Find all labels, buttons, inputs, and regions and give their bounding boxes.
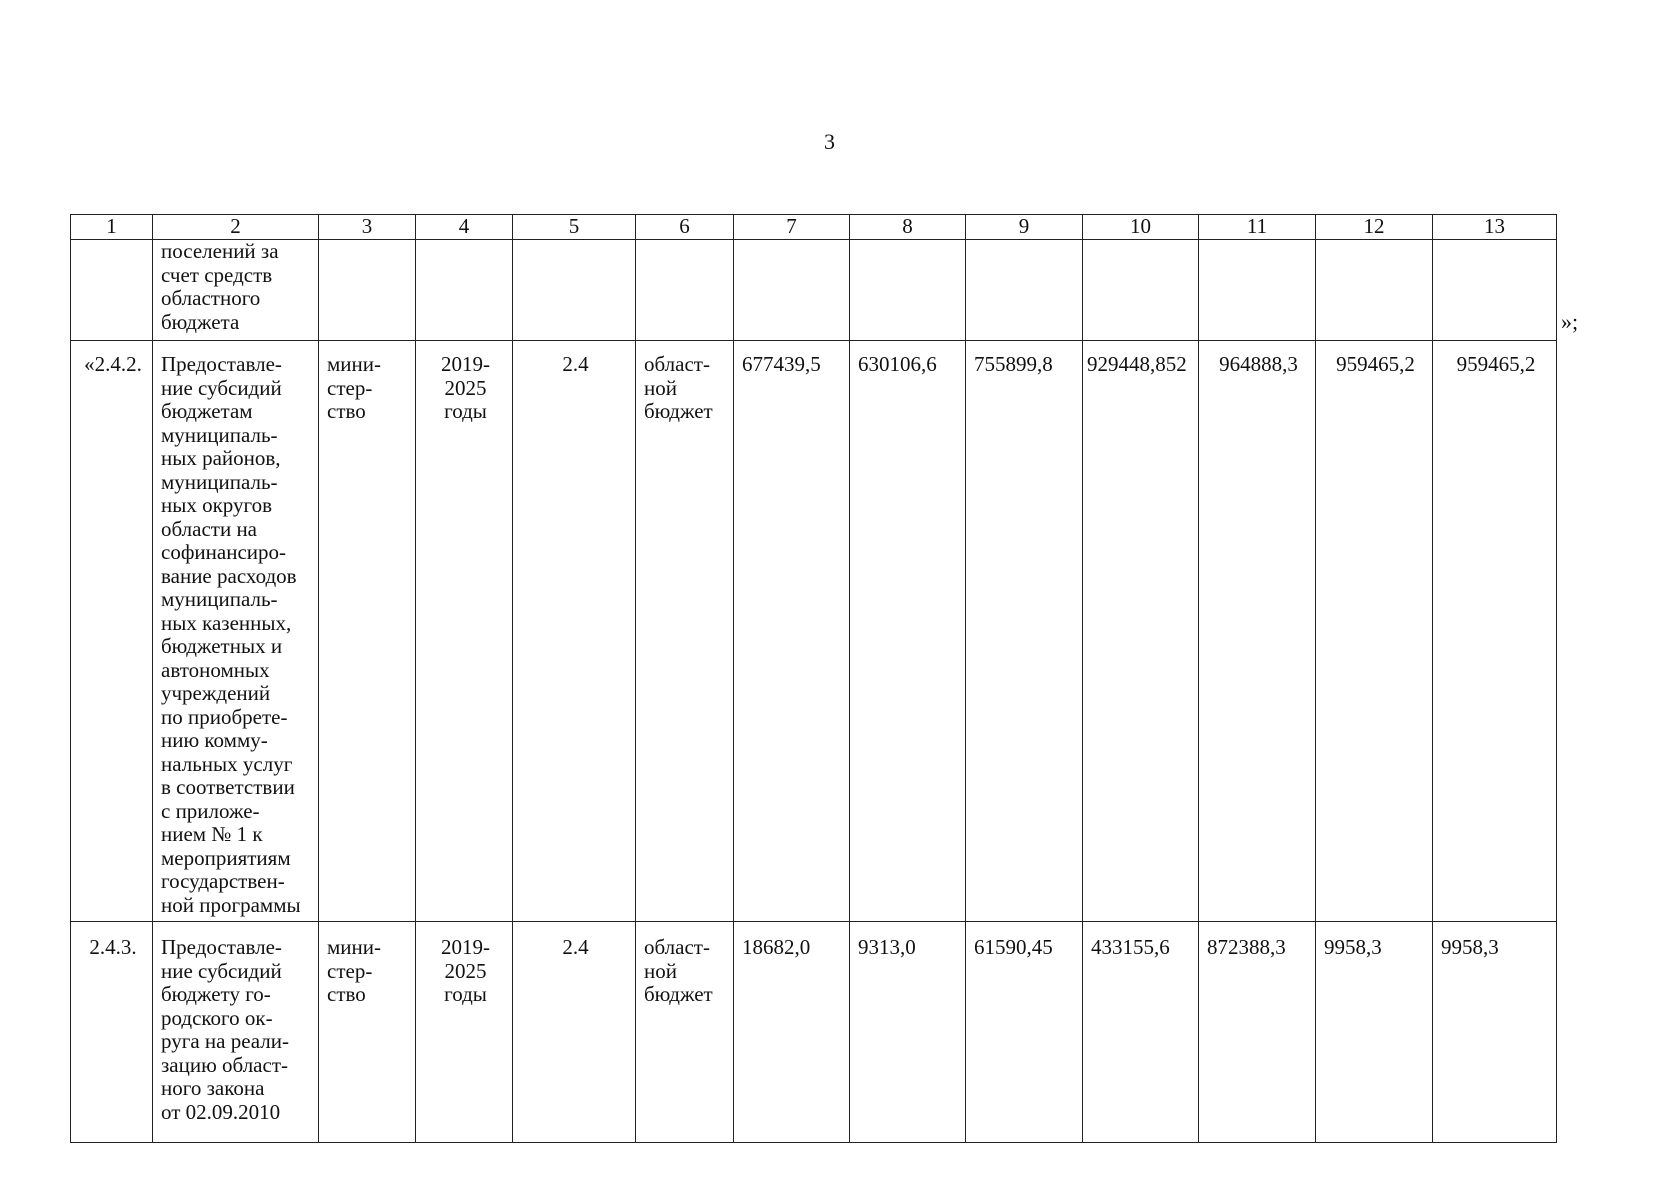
funding-source: област- ной бюджет xyxy=(644,352,713,423)
amount-cell: 959465,2 xyxy=(1456,352,1536,376)
cell-text xyxy=(734,240,849,242)
column-header: 13 xyxy=(1433,215,1557,240)
table-cell xyxy=(1433,240,1557,341)
amount-cell: 929448,852 xyxy=(1087,352,1187,376)
executor: мини- стер- ство xyxy=(327,352,381,423)
table-cell xyxy=(1316,240,1433,341)
table-cell xyxy=(1199,341,1316,922)
table-cell xyxy=(850,922,966,1143)
indicator-link: 2.4 xyxy=(562,935,589,959)
table-cell xyxy=(966,922,1083,1143)
page-number: 3 xyxy=(824,129,835,154)
column-header: 3 xyxy=(319,215,416,240)
table-cell xyxy=(1199,240,1316,341)
table-cell xyxy=(734,240,850,341)
table-cell xyxy=(319,341,416,922)
table-cell xyxy=(71,341,153,922)
table-cell xyxy=(1316,922,1433,1143)
table-cell xyxy=(153,922,319,1143)
cell-text xyxy=(1199,240,1315,242)
table-cell xyxy=(1433,341,1557,922)
amount-cell: 964888,3 xyxy=(1219,352,1298,376)
table-cell xyxy=(1083,341,1199,922)
table-cell xyxy=(416,341,513,922)
table-row-continuation xyxy=(71,240,1557,341)
period: 2019- 2025 годы xyxy=(441,352,490,423)
header-row xyxy=(71,215,1557,240)
row-number: 2.4.3. xyxy=(89,935,137,959)
table-cell xyxy=(1083,240,1199,341)
table-cell xyxy=(513,341,636,922)
table-cell xyxy=(153,341,319,922)
column-header: 9 xyxy=(966,215,1083,240)
cell-text xyxy=(71,240,152,242)
table-cell xyxy=(1199,922,1316,1143)
funding-source: област- ной бюджет xyxy=(644,935,713,1006)
table-cell xyxy=(966,240,1083,341)
amount-cell: 9958,3 xyxy=(1441,935,1499,959)
column-header: 1 xyxy=(71,215,153,240)
column-header: 12 xyxy=(1316,215,1433,240)
cell-text xyxy=(850,240,965,242)
amount-cell: 61590,45 xyxy=(974,935,1053,959)
table-cell xyxy=(71,922,153,1143)
executor: мини- стер- ство xyxy=(327,935,381,1006)
table-cell xyxy=(966,341,1083,922)
cell-text xyxy=(1433,240,1556,242)
table-row xyxy=(71,341,1557,922)
table-cell xyxy=(319,922,416,1143)
table-cell xyxy=(319,240,416,341)
table-cell xyxy=(734,341,850,922)
column-header: 11 xyxy=(1199,215,1316,240)
table-cell xyxy=(1316,341,1433,922)
table-cell xyxy=(513,240,636,341)
cell-text xyxy=(636,240,733,242)
cell-text xyxy=(1316,240,1432,242)
table-cell xyxy=(416,240,513,341)
cell-text: поселений за счет средств областного бюджета xyxy=(161,240,279,334)
program-table xyxy=(70,214,1557,1143)
table-cell xyxy=(636,341,734,922)
table-cell xyxy=(513,922,636,1143)
table-cell xyxy=(636,240,734,341)
column-header: 7 xyxy=(734,215,850,240)
closing-quote-mark: »; xyxy=(1561,309,1579,334)
amount-cell: 433155,6 xyxy=(1091,935,1170,959)
cell-text xyxy=(1083,240,1198,242)
row-number: «2.4.2. xyxy=(84,352,142,376)
amount-cell: 9958,3 xyxy=(1324,935,1382,959)
amount-cell: 9313,0 xyxy=(858,935,916,959)
cell-text xyxy=(966,240,1082,242)
table-cell xyxy=(153,240,319,341)
amount-cell: 755899,8 xyxy=(974,352,1053,376)
amount-cell: 630106,6 xyxy=(858,352,937,376)
cell-text xyxy=(319,240,415,242)
column-header: 4 xyxy=(416,215,513,240)
measure-name: Предоставле- ние субсидий бюджету го- родского ок- руга на реали- зацию област- ного закона от 02.09.2010 xyxy=(161,935,290,1124)
table-cell xyxy=(71,240,153,341)
table-cell xyxy=(636,922,734,1143)
column-header: 6 xyxy=(636,215,734,240)
table-cell xyxy=(850,240,966,341)
cell-text xyxy=(416,240,512,242)
table-cell xyxy=(1083,922,1199,1143)
measure-name: Предоставле- ние субсидий бюджетам муниципаль- ных районов, муниципаль- ных округов области на софинансиро- вание расходов муниципаль- ных казенных, бюджетных и автономных учреждений по приобрете- нию комму- нальных услуг в соответствии с приложе- нием № 1 к мероприятиям государствен- ной программы xyxy=(161,352,301,917)
table-cell xyxy=(734,922,850,1143)
amount-cell: 872388,3 xyxy=(1207,935,1286,959)
table-cell xyxy=(416,922,513,1143)
amount-cell: 959465,2 xyxy=(1336,352,1415,376)
column-header: 10 xyxy=(1083,215,1199,240)
column-header: 5 xyxy=(513,215,636,240)
indicator-link: 2.4 xyxy=(562,352,589,376)
amount-cell: 677439,5 xyxy=(742,352,821,376)
column-header: 8 xyxy=(850,215,966,240)
period: 2019- 2025 годы xyxy=(441,935,490,1006)
table-cell xyxy=(850,341,966,922)
amount-cell: 18682,0 xyxy=(742,935,811,959)
column-header: 2 xyxy=(153,215,319,240)
cell-text xyxy=(513,240,635,242)
table-cell xyxy=(1433,922,1557,1143)
table-row xyxy=(71,922,1557,1143)
